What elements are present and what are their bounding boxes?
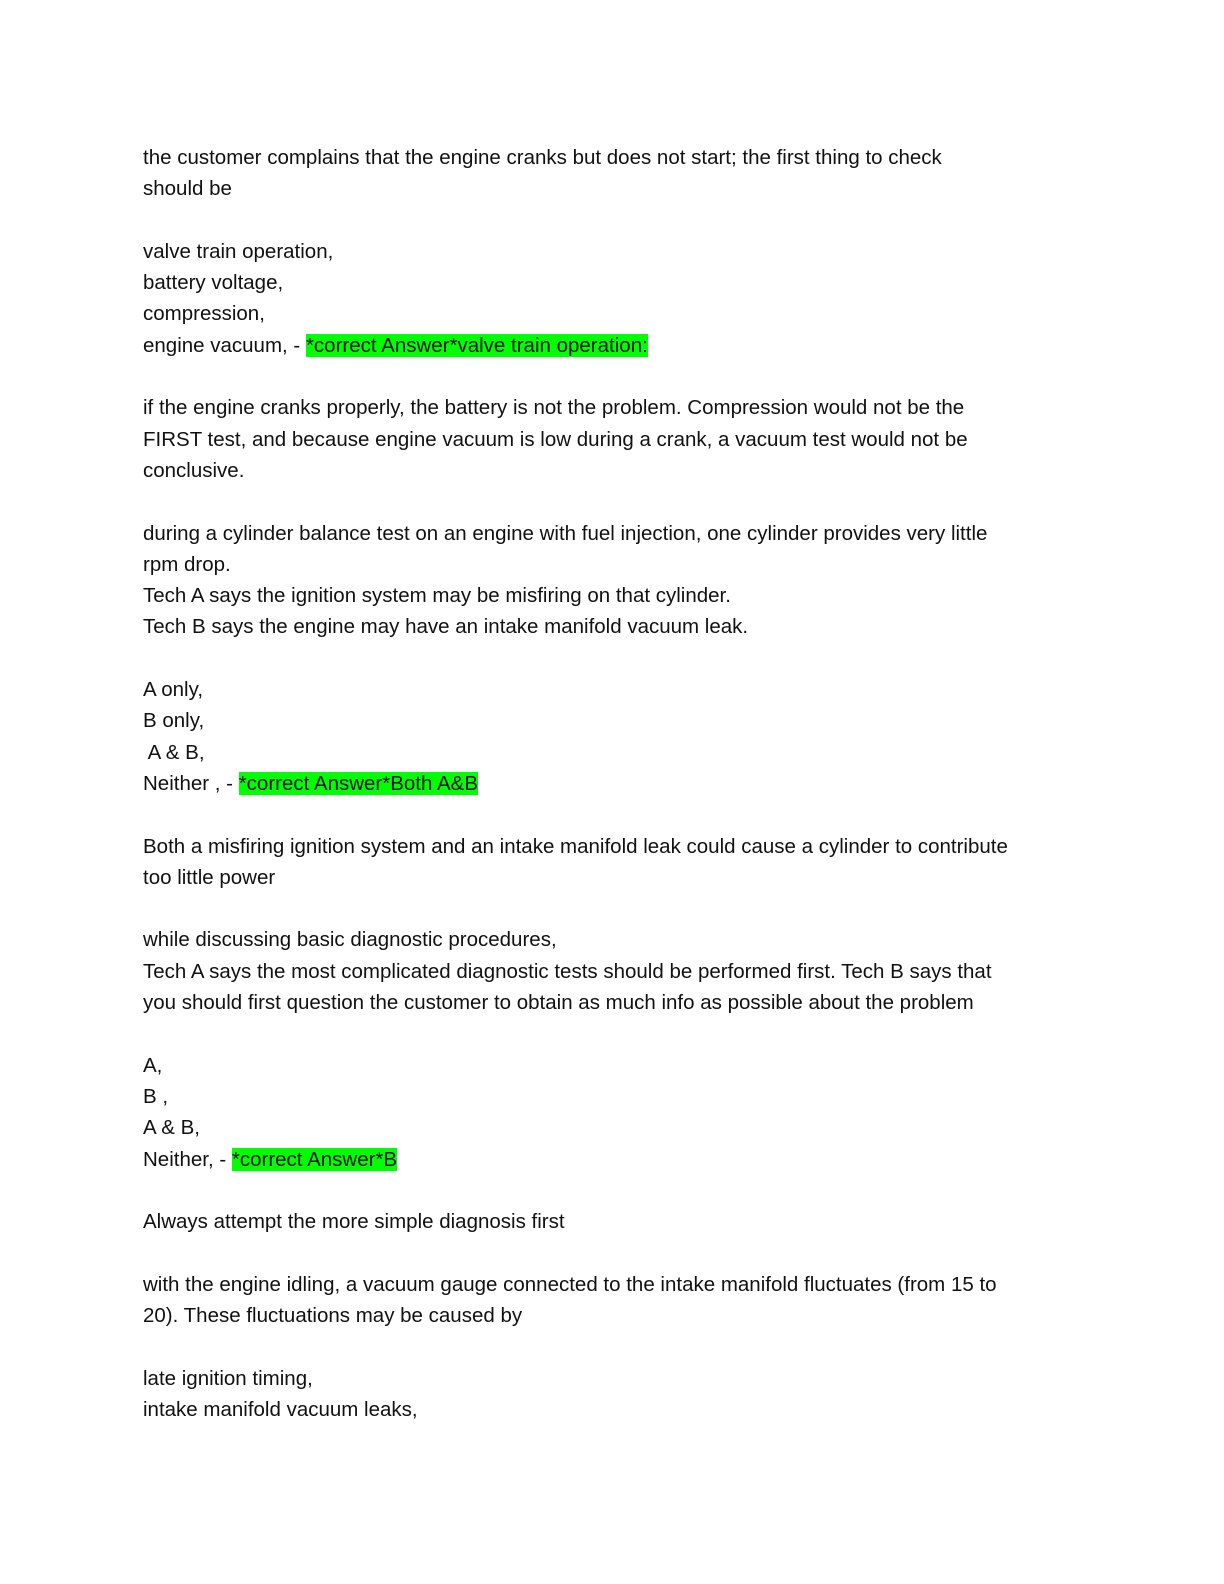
question-text: Tech B says the engine may have an intake manifold vacuum leak. bbox=[143, 615, 749, 639]
answer-option: A, bbox=[143, 1053, 163, 1077]
spacer bbox=[143, 643, 1078, 674]
answer-option: Neither, - bbox=[143, 1147, 232, 1171]
answer-option: A & B, bbox=[143, 1116, 200, 1140]
document-body bbox=[143, 142, 1078, 1425]
explanation-text: if the engine cranks properly, the battery is not the problem. Compression would not be the bbox=[143, 396, 965, 420]
question-text: rpm drop. bbox=[143, 552, 231, 576]
spacer bbox=[143, 1331, 1078, 1362]
answer-option-line bbox=[143, 330, 1078, 361]
question-block-1 bbox=[143, 142, 1078, 486]
spacer bbox=[143, 361, 1078, 392]
correct-answer-highlight: *correct Answer*Both A&B bbox=[238, 771, 478, 795]
answer-option: compression, bbox=[143, 302, 265, 326]
question-text: while discussing basic diagnostic procedures, bbox=[143, 928, 557, 952]
answer-option: engine vacuum, - bbox=[143, 333, 306, 357]
question-text: with the engine idling, a vacuum gauge connected to the intake manifold fluctuates (from 15 to bbox=[143, 1272, 997, 1296]
explanation-text: Both a misfiring ignition system and an intake manifold leak could cause a cylinder to contribute bbox=[143, 834, 1008, 858]
correct-answer-highlight: *correct Answer*valve train operation: bbox=[305, 333, 648, 357]
answer-option: Neither , - bbox=[143, 771, 239, 795]
spacer bbox=[143, 1237, 1078, 1268]
question-text: Tech A says the ignition system may be misfiring on that cylinder. bbox=[143, 584, 731, 608]
explanation-text: too little power bbox=[143, 865, 276, 889]
question-text: Tech A says the most complicated diagnostic tests should be performed first. Tech B says that bbox=[143, 959, 992, 983]
answer-option-line bbox=[143, 1144, 1078, 1175]
explanation-text: FIRST test, and because engine vacuum is low during a crank, a vacuum test would not be bbox=[143, 427, 968, 451]
answer-option: A only, bbox=[143, 678, 204, 702]
spacer bbox=[143, 1018, 1078, 1049]
answer-option: battery voltage, bbox=[143, 271, 284, 295]
question-block-2 bbox=[143, 518, 1078, 894]
correct-answer-highlight: *correct Answer*B bbox=[231, 1147, 398, 1171]
question-text: 20). These fluctuations may be caused by bbox=[143, 1303, 523, 1327]
question-block-3 bbox=[143, 924, 1078, 1237]
spacer bbox=[143, 486, 1078, 517]
spacer bbox=[143, 799, 1078, 830]
explanation-text: conclusive. bbox=[143, 458, 245, 482]
question-text: you should first question the customer to obtain as much info as possible about the problem bbox=[143, 991, 974, 1015]
answer-option: B , bbox=[143, 1084, 169, 1108]
spacer bbox=[143, 1175, 1078, 1206]
answer-option: B only, bbox=[143, 709, 205, 733]
answer-option: intake manifold vacuum leaks, bbox=[143, 1397, 418, 1421]
question-text: should be bbox=[143, 177, 232, 201]
answer-option: late ignition timing, bbox=[143, 1366, 313, 1390]
question-block-4 bbox=[143, 1269, 1078, 1425]
spacer bbox=[143, 893, 1078, 924]
explanation-text: Always attempt the more simple diagnosis first bbox=[143, 1210, 565, 1234]
answer-option-line bbox=[143, 768, 1078, 799]
question-text: the customer complains that the engine cranks but does not start; the first thing to check bbox=[143, 146, 942, 169]
answer-option: A & B, bbox=[143, 740, 205, 764]
answer-option: valve train operation, bbox=[143, 239, 334, 263]
spacer bbox=[143, 205, 1078, 236]
question-text: during a cylinder balance test on an engine with fuel injection, one cylinder provides very little bbox=[143, 521, 988, 545]
